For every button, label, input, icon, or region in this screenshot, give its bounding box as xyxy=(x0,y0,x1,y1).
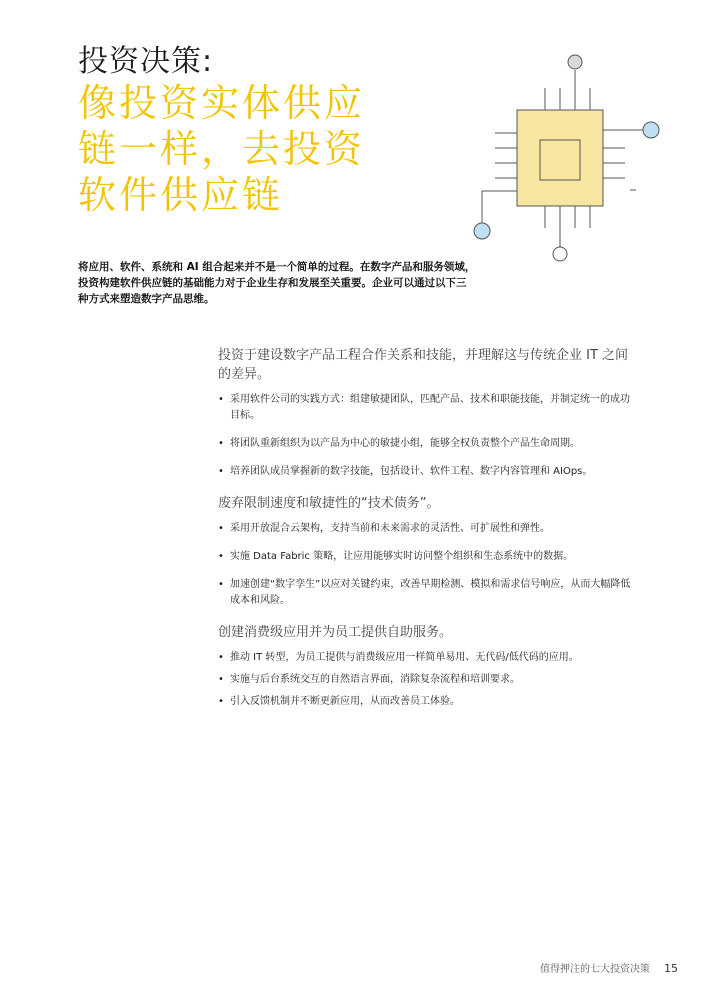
bullet-icon: • xyxy=(218,438,224,449)
list-item xyxy=(218,672,638,688)
bullet-icon: • xyxy=(218,579,224,590)
bullet-icon: • xyxy=(218,696,224,707)
list-item xyxy=(218,464,638,480)
title-block xyxy=(78,44,408,218)
list-item xyxy=(218,436,638,452)
bullet-icon: • xyxy=(218,466,224,477)
list-item xyxy=(218,577,638,609)
title-kicker: 投资决策: xyxy=(78,44,214,79)
list-item-text: 实施 Data Fabric 策略，让应用能够实时访问整个组织和生态系统中的数据。 xyxy=(230,551,574,562)
title-headline xyxy=(78,80,408,218)
list-item-text: 采用软件公司的实践方式：组建敏捷团队，匹配产品、技术和职能技能，并制定统一的成功目标。 xyxy=(230,394,630,421)
chip-icon xyxy=(470,48,670,268)
section-heading: 废弃限制速度和敏捷性的“技术债务”。 xyxy=(218,496,440,511)
strategy-sections xyxy=(218,346,638,724)
section-3 xyxy=(218,623,638,710)
headline-line-1: 像投资实体供应 xyxy=(78,81,366,125)
list-item xyxy=(218,549,638,565)
list-item xyxy=(218,694,638,710)
list-item-text: 推动 IT 转型，为员工提供与消费级应用一样简单易用、无代码/低代码的应用。 xyxy=(230,652,579,663)
list-item-text: 采用开放混合云架构，支持当前和未来需求的灵活性、可扩展性和弹性。 xyxy=(230,523,550,534)
headline-line-3: 软件供应链 xyxy=(78,173,284,217)
bullet-icon: • xyxy=(218,551,224,562)
list-item xyxy=(218,392,638,424)
bullet-icon: • xyxy=(218,394,224,405)
page-number: 15 xyxy=(664,962,678,975)
lead-line-1: 将应用、软件、系统和 AI 组合起来并不是一个简单的过程。在数字产品和服务领域， xyxy=(78,261,476,273)
list-item-text: 加速创建“数字孪生”以应对关键约束，改善早期检测、模拟和需求信号响应，从而大幅降低成本和风险。 xyxy=(230,579,631,606)
section-1 xyxy=(218,346,638,480)
section-2 xyxy=(218,494,638,609)
headline-line-2: 链一样，去投资 xyxy=(78,127,366,171)
list-item xyxy=(218,650,638,666)
lead-line-2: 投资构建软件供应链的基础能力对于企业生存和发展至关重要。企业可以通过以下三 xyxy=(78,277,467,289)
section-heading: 投资于建设数字产品工程合作关系和技能，并理解这与传统企业 IT 之间的差异。 xyxy=(218,348,629,382)
list-item-text: 将团队重新组织为以产品为中心的敏捷小组，能够全权负责整个产品生命周期。 xyxy=(230,438,580,449)
bullet-icon: • xyxy=(218,652,224,663)
list-item-text: 实施与后台系统交互的自然语言界面，消除复杂流程和培训要求。 xyxy=(230,674,520,685)
section-heading: 创建消费级应用并为员工提供自助服务。 xyxy=(218,625,453,640)
list-item-text: 引入反馈机制并不断更新应用，从而改善员工体验。 xyxy=(230,696,460,707)
page-footer xyxy=(540,960,678,975)
lead-paragraph xyxy=(78,259,518,307)
bullet-icon: • xyxy=(218,674,224,685)
lead-line-3: 种方式来塑造数字产品思维。 xyxy=(78,293,215,305)
footer-title: 值得押注的七大投资决策 xyxy=(540,964,650,975)
list-item-text: 培养团队成员掌握新的数字技能，包括设计、软件工程、数字内容管理和 AIOps。 xyxy=(230,466,593,477)
bullet-icon: • xyxy=(218,523,224,534)
list-item xyxy=(218,521,638,537)
